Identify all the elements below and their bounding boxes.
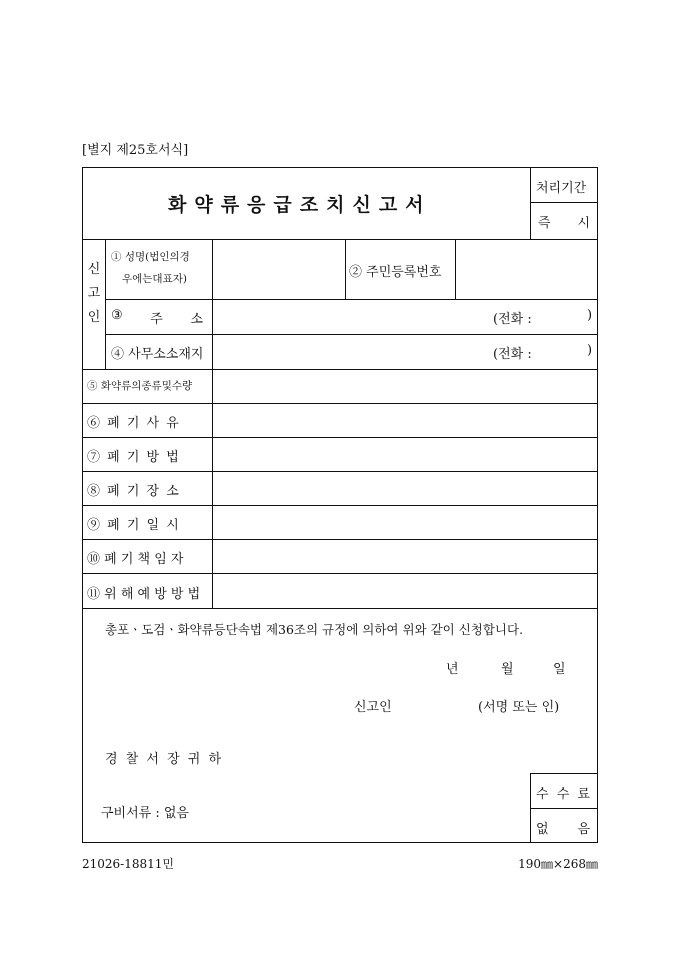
disposal-manager-field[interactable] [213,540,598,573]
divider [345,239,346,299]
office-phone-label: (전화 : [493,347,532,362]
signer-label: 신고인 [354,700,392,715]
disposal-manager-label: ⑩ 폐 기 책 임 자 [87,552,184,567]
report-form [82,167,598,843]
divider [530,773,531,843]
name-label-line2: 우에는대표자) [122,273,187,285]
office-address-label: ④ 사무소소재지 [111,347,204,362]
disposal-reason-field[interactable] [213,404,598,437]
address-field[interactable] [213,300,598,334]
fee-label: 수 수 료 [536,787,590,802]
processing-period-value: 즉 시 [538,216,590,231]
hazard-prevention-label: ⑪ 위 해 예 방 방 법 [87,587,201,602]
address-phone-close: ) [587,308,593,323]
form-reference: [별지 제25호서식] [82,143,189,158]
divider [530,773,598,774]
disposal-place-field[interactable] [213,472,598,505]
date-month: 월 [501,662,514,677]
form-code: 21026-18811민 [82,857,174,871]
name-field[interactable] [213,240,345,299]
name-label-line1: ① 성명(법인의경 [111,251,190,263]
date-year: 년 [446,662,459,677]
form-title: 화약류응급조치신고서 [168,194,432,216]
hazard-prevention-field[interactable] [213,574,598,608]
divider [83,608,598,609]
date-day: 일 [553,662,566,677]
paper-size: 190㎜×268㎜ [518,857,598,871]
disposal-reason-label: ⑥ 폐 기 사 유 [87,416,179,431]
divider [105,239,106,369]
required-documents: 구비서류 : 없음 [101,806,189,821]
resident-number-field[interactable] [456,240,598,299]
disposal-datetime-field[interactable] [213,506,598,539]
fee-value: 없 음 [536,822,590,837]
statement-text: 총포ㆍ도검ㆍ화약류등단속법 제36조의 규정에 의하여 위와 같이 신청합니다. [105,622,524,637]
explosive-type-quantity-field[interactable] [213,370,598,403]
signature-note: (서명 또는 인) [478,700,560,715]
disposal-method-label: ⑦ 폐 기 방 법 [87,450,179,465]
addressee: 경 찰 서 장 귀 하 [105,752,222,767]
disposal-place-label: ⑧ 폐 기 장 소 [87,484,179,499]
disposal-datetime-label: ⑨ 폐 기 일 시 [87,518,179,533]
divider [530,202,598,203]
disposal-method-field[interactable] [213,438,598,471]
resident-number-label: ② 주민등록번호 [349,265,442,280]
divider [530,168,531,239]
address-phone-label: (전화 : [493,312,532,327]
address-label: ③ 주 소 [111,308,203,327]
office-phone-close: ) [587,343,593,358]
explosive-type-quantity-label: ⑤ 화약류의종류및수량 [87,380,193,392]
processing-period-label: 처리기간 [536,181,587,196]
reporter-section-label: 신고인 [87,262,101,325]
office-address-field[interactable] [213,335,598,369]
divider [530,808,598,809]
